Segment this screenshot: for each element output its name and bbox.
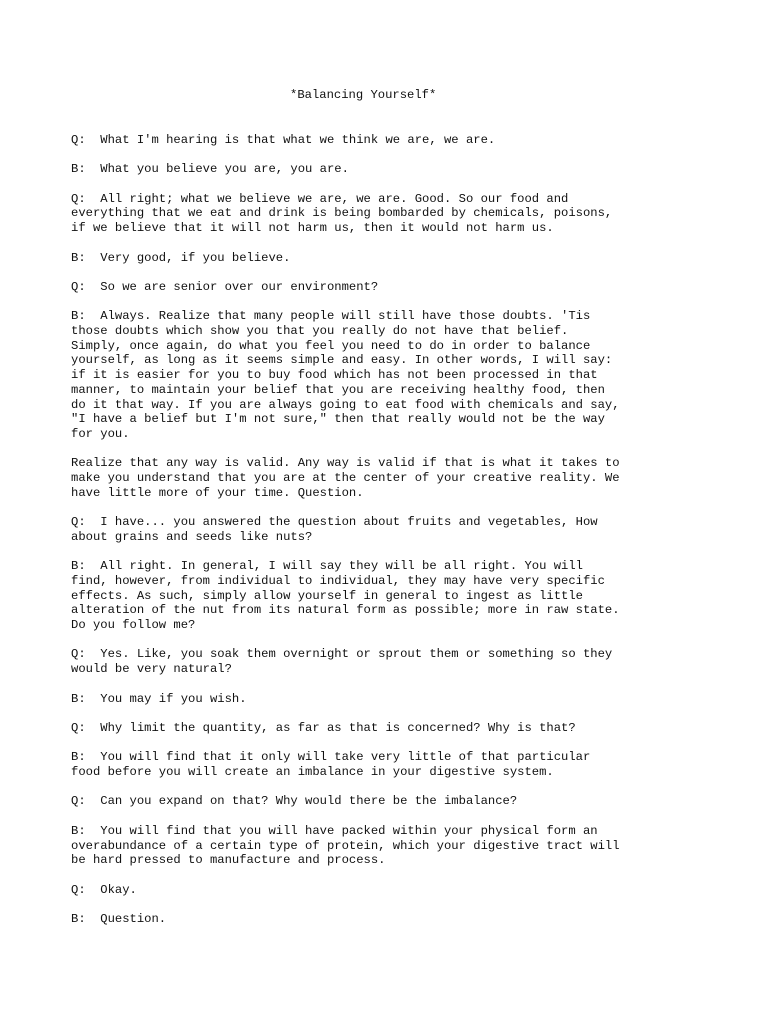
paragraph bbox=[71, 515, 751, 544]
text-line: find, however, from individual to individual, they may have very specific bbox=[71, 573, 605, 588]
paragraph bbox=[71, 794, 751, 809]
text-line: Realize that any way is valid. Any way is valid if that is what it takes to bbox=[71, 456, 620, 471]
text-line: about grains and seeds like nuts? bbox=[71, 529, 313, 544]
text-line: Q: Why limit the quantity, as far as that is concerned? Why is that? bbox=[71, 720, 576, 735]
text-line: B: You may if you wish. bbox=[71, 691, 247, 706]
text-line: for you. bbox=[71, 426, 130, 441]
text-line: manner, to maintain your belief that you are receiving healthy food, then bbox=[71, 382, 605, 397]
paragraph bbox=[71, 309, 751, 441]
text-line: B: Very good, if you believe. bbox=[71, 250, 291, 265]
text-line: Q: Okay. bbox=[71, 882, 137, 897]
paragraph bbox=[71, 692, 751, 707]
text-line: Q: So we are senior over our environment? bbox=[71, 279, 379, 294]
paragraph bbox=[71, 883, 751, 898]
text-line: if we believe that it will not harm us, then it would not harm us. bbox=[71, 221, 554, 236]
paragraph bbox=[71, 251, 751, 266]
text-line: B: Always. Realize that many people will still have those doubts. 'Tis bbox=[71, 309, 591, 324]
paragraph bbox=[71, 559, 751, 633]
text-line: have little more of your time. Question. bbox=[71, 485, 364, 500]
paragraph bbox=[71, 912, 751, 927]
paragraph bbox=[71, 647, 751, 676]
text-line: Q: All right; what we believe we are, we are. Good. So our food and bbox=[71, 191, 569, 206]
text-line: Simply, once again, do what you feel you need to do in order to balance bbox=[71, 338, 591, 353]
text-line: B: What you believe you are, you are. bbox=[71, 162, 349, 177]
text-line: if it is easier for you to buy food which has not been processed in that bbox=[71, 368, 598, 383]
paragraph bbox=[71, 750, 751, 779]
document-title: *Balancing Yourself* bbox=[290, 88, 437, 102]
text-line: B: All right. In general, I will say they will be all right. You will bbox=[71, 559, 583, 574]
text-line: B: You will find that it only will take very little of that particular bbox=[71, 750, 591, 765]
text-line: be hard pressed to manufacture and process. bbox=[71, 853, 386, 868]
text-line: Q: Can you expand on that? Why would there be the imbalance? bbox=[71, 794, 518, 809]
paragraph bbox=[71, 456, 751, 500]
paragraph bbox=[71, 721, 751, 736]
paragraph bbox=[71, 133, 751, 148]
text-line: would be very natural? bbox=[71, 662, 232, 677]
text-line: "I have a belief but I'm not sure," then that really would not be the way bbox=[71, 412, 605, 427]
text-line: B: You will find that you will have packed within your physical form an bbox=[71, 823, 598, 838]
text-line: B: Question. bbox=[71, 912, 167, 927]
text-line: make you understand that you are at the center of your creative reality. We bbox=[71, 471, 620, 486]
text-line: food before you will create an imbalance in your digestive system. bbox=[71, 765, 554, 780]
text-line: Q: What I'm hearing is that what we think we are, we are. bbox=[71, 133, 496, 147]
text-line: Q: Yes. Like, you soak them overnight or sprout them or something so they bbox=[71, 647, 613, 662]
paragraph bbox=[71, 824, 751, 868]
text-line: everything that we eat and drink is being bombarded by chemicals, poisons, bbox=[71, 206, 613, 221]
paragraph bbox=[71, 192, 751, 236]
text-line: alteration of the nut from its natural form as possible; more in raw state. bbox=[71, 603, 620, 618]
text-line: those doubts which show you that you really do not have that belief. bbox=[71, 324, 569, 339]
paragraph bbox=[71, 280, 751, 295]
text-line: Do you follow me? bbox=[71, 618, 196, 633]
text-line: yourself, as long as it seems simple and easy. In other words, I will say: bbox=[71, 353, 613, 368]
paragraph bbox=[71, 162, 751, 177]
document-body bbox=[71, 133, 751, 941]
text-line: overabundance of a certain type of protein, which your digestive tract will bbox=[71, 838, 620, 853]
text-line: effects. As such, simply allow yourself in general to ingest as little bbox=[71, 588, 583, 603]
text-line: Q: I have... you answered the question about fruits and vegetables, How bbox=[71, 515, 598, 530]
text-line: do it that way. If you are always going to eat food with chemicals and say, bbox=[71, 397, 620, 412]
